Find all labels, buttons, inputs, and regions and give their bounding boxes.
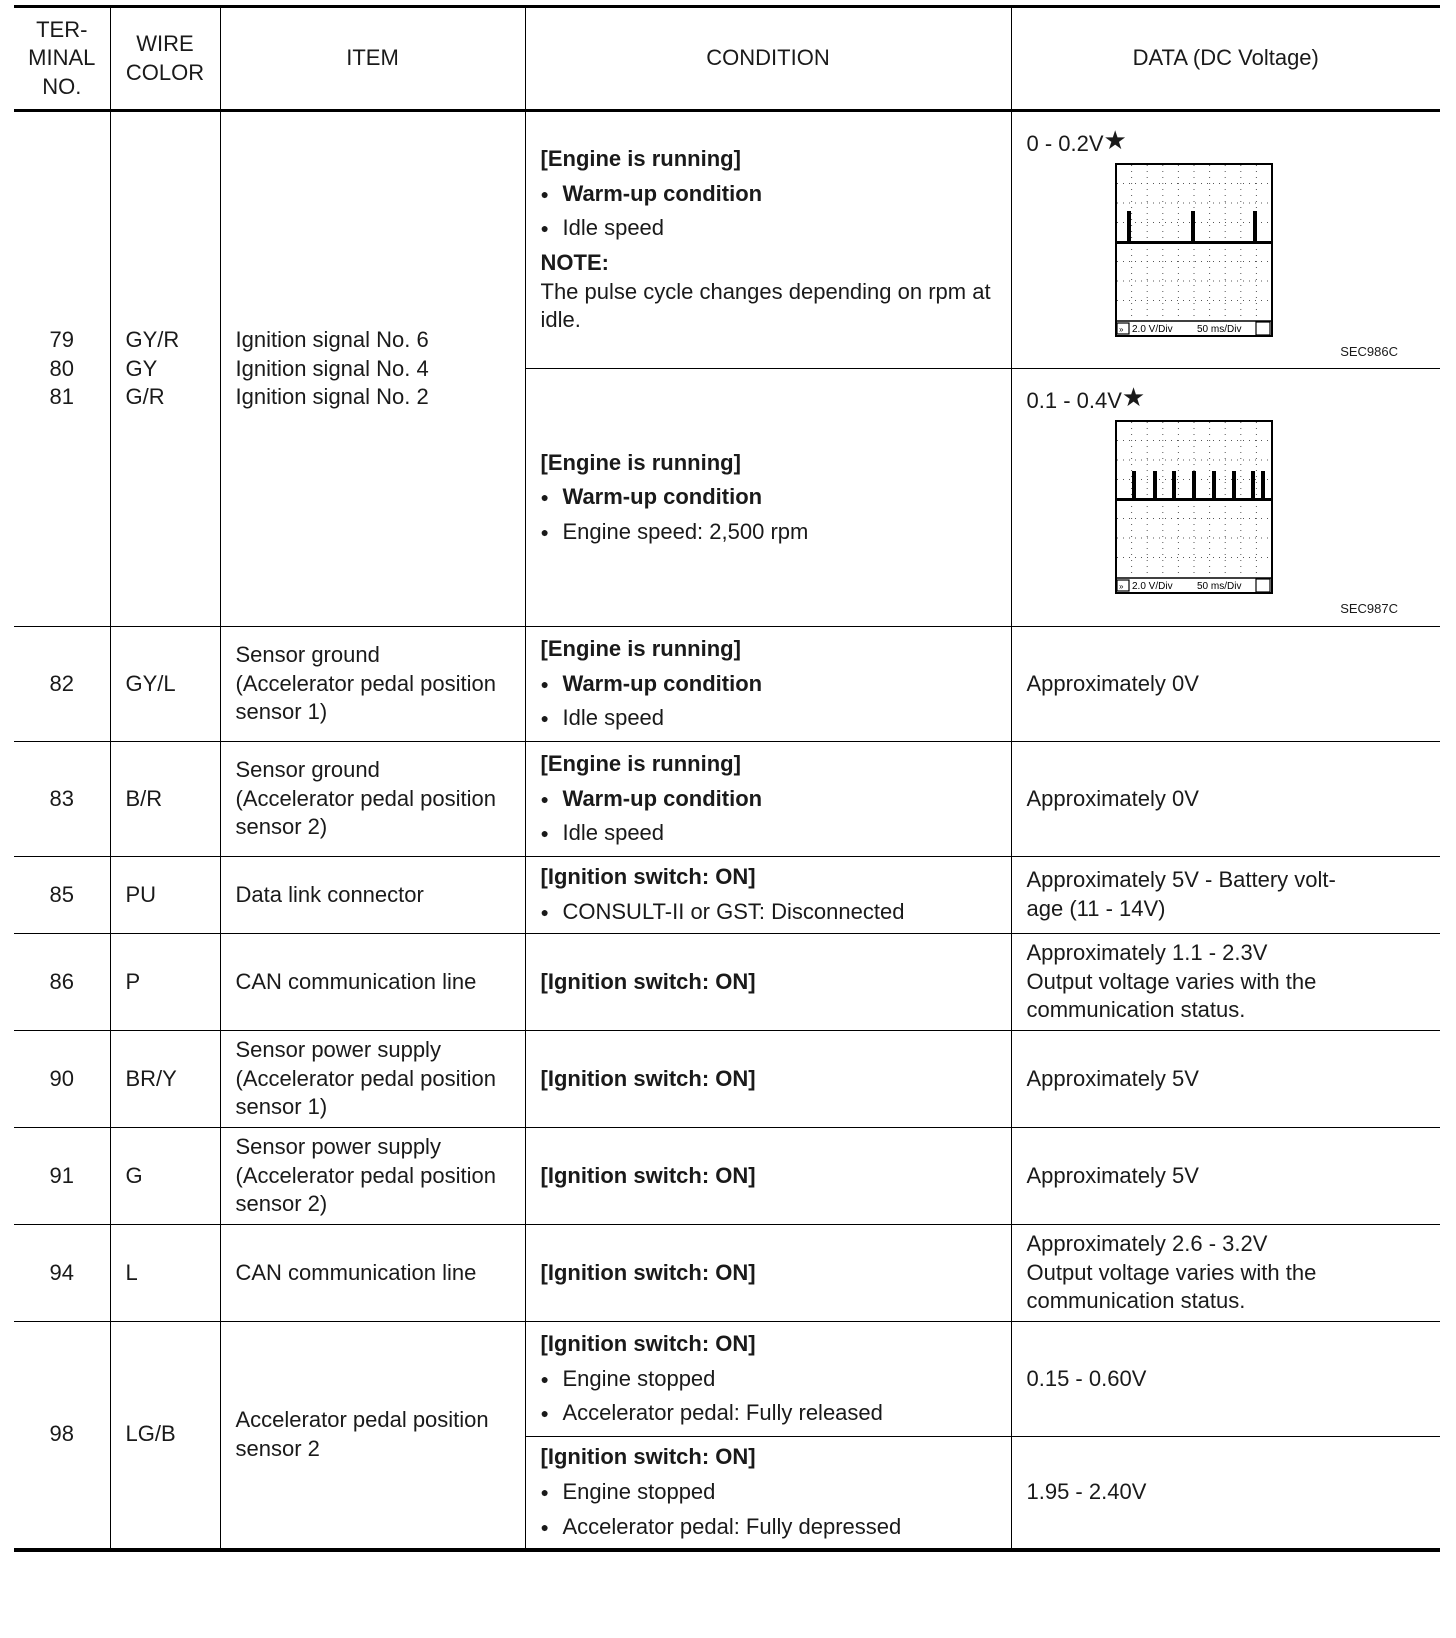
condition-cell: [Engine is running] ● Warm-up condition ● Engine speed: 2,500 rpm (525, 369, 1011, 627)
wire-color-cell: PU (110, 857, 220, 934)
svg-text:2.0 V/Div: 2.0 V/Div (1131, 323, 1173, 335)
table-row (14, 1225, 1440, 1322)
condition-cell: [Ignition switch: ON] ● Engine stopped ● Accelerator pedal: Fully depressed (525, 1437, 1011, 1550)
data-cell: Approximately 5V (1011, 1031, 1440, 1128)
note-label: NOTE: (540, 250, 609, 275)
item-cell: Sensor power supply (Accelerator pedal position sensor 1) (220, 1031, 525, 1128)
star-icon: ★ (1103, 125, 1127, 155)
wire-color-cell: BR/Y (110, 1031, 220, 1128)
terminal-cell: 94 (14, 1225, 110, 1322)
header-condition: CONDITION (525, 7, 1011, 111)
wire-color-cell: LG/B (110, 1322, 220, 1550)
terminal-cell: 83 (14, 742, 110, 857)
svg-text:50 ms/Div: 50 ms/Div (1196, 323, 1241, 335)
figure-id: SEC986C (1340, 344, 1398, 359)
svg-text:2.0 V/Div: 2.0 V/Div (1131, 580, 1173, 592)
terminal-cell: 79 80 81 (14, 111, 110, 627)
item-cell: CAN communication line (220, 1225, 525, 1322)
data-cell: 0.15 - 0.60V (1011, 1322, 1440, 1437)
table-row (14, 1031, 1440, 1128)
condition-cell: [Engine is running] ● Warm-up condition ● Idle speed (525, 627, 1011, 742)
item-cell: Sensor ground (Accelerator pedal position sensor 1) (220, 627, 525, 742)
wire-color-cell: G (110, 1128, 220, 1225)
terminal-cell: 85 (14, 857, 110, 934)
condition-cell: [Engine is running] ● Warm-up condition ● Idle speed (525, 742, 1011, 857)
terminal-cell: 86 (14, 934, 110, 1031)
condition-title: [Engine is running] (540, 449, 741, 475)
item-cell: Sensor power supply (Accelerator pedal position sensor 2) (220, 1128, 525, 1225)
item-cell: Data link connector (220, 857, 525, 934)
condition-title: [Engine is running] (540, 146, 741, 172)
svg-text:»: » (1118, 324, 1123, 334)
wire-color-cell: B/R (110, 742, 220, 857)
header-row (14, 7, 1440, 111)
note-text: The pulse cycle changes depending on rpm at idle. (540, 278, 991, 333)
header-item: ITEM (220, 7, 525, 111)
terminal-cell: 98 (14, 1322, 110, 1550)
condition-cell: [Engine is running] ● Warm-up condition ● Idle speed NOTE: The pulse cycle changes depending on rpm at idle. (525, 111, 1011, 369)
condition-cell: [Ignition switch: ON] ● Engine stopped ● Accelerator pedal: Fully released (525, 1322, 1011, 1437)
wire-color-cell: GY/R GY G/R (110, 111, 220, 627)
item-cell: CAN communication line (220, 934, 525, 1031)
condition-cell: [Ignition switch: ON] (525, 1128, 1011, 1225)
item-cell: Ignition signal No. 6 Ignition signal No. 4 Ignition signal No. 2 (220, 111, 525, 627)
item-cell: Sensor ground (Accelerator pedal position sensor 2) (220, 742, 525, 857)
data-cell: Approximately 0V (1011, 742, 1440, 857)
table-row (14, 742, 1440, 857)
data-cell: Approximately 5V (1011, 1128, 1440, 1225)
data-cell: 1.95 - 2.40V (1011, 1437, 1440, 1550)
table-row (14, 934, 1440, 1031)
data-cell-waveform: 0.1 - 0.4V★ » 2.0 V/Div 50 ms/Div SEC987C (1011, 369, 1440, 627)
table-row (14, 627, 1440, 742)
condition-cell: [Ignition switch: ON] (525, 1031, 1011, 1128)
svg-text:»: » (1118, 581, 1123, 591)
condition-cell: [Ignition switch: ON] ● CONSULT-II or GST: Disconnected (525, 857, 1011, 934)
svg-text:50 ms/Div: 50 ms/Div (1196, 580, 1241, 592)
item-cell: Accelerator pedal position sensor 2 (220, 1322, 525, 1550)
table-row (14, 111, 1440, 369)
figure-id: SEC987C (1340, 601, 1398, 616)
oscilloscope-waveform-idle (1115, 163, 1275, 339)
wire-color-cell: GY/L (110, 627, 220, 742)
terminal-cell: 82 (14, 627, 110, 742)
oscilloscope-waveform-2500rpm (1115, 420, 1275, 596)
condition-cell: [Ignition switch: ON] (525, 934, 1011, 1031)
data-cell-waveform: 0 - 0.2V★ » 2.0 V/Div 50 ms/Div SEC986C (1011, 111, 1440, 369)
data-cell: Approximately 0V (1011, 627, 1440, 742)
header-data: DATA (DC Voltage) (1011, 7, 1440, 111)
wire-color-cell: P (110, 934, 220, 1031)
star-icon: ★ (1121, 382, 1146, 412)
data-cell: Approximately 2.6 - 3.2V Output voltage varies with the communication status. (1011, 1225, 1440, 1322)
data-cell: Approximately 5V - Battery volt- age (11 - 14V) (1011, 857, 1440, 934)
header-terminal: TER- MINAL NO. (14, 7, 110, 111)
ecm-terminal-table (14, 5, 1440, 1552)
header-wire-color: WIRE COLOR (110, 7, 220, 111)
terminal-cell: 91 (14, 1128, 110, 1225)
table-row (14, 1128, 1440, 1225)
table-row (14, 1322, 1440, 1437)
wire-color-cell: L (110, 1225, 220, 1322)
data-cell: Approximately 1.1 - 2.3V Output voltage varies with the communication status. (1011, 934, 1440, 1031)
terminal-cell: 90 (14, 1031, 110, 1128)
condition-cell: [Ignition switch: ON] (525, 1225, 1011, 1322)
table-row (14, 857, 1440, 934)
